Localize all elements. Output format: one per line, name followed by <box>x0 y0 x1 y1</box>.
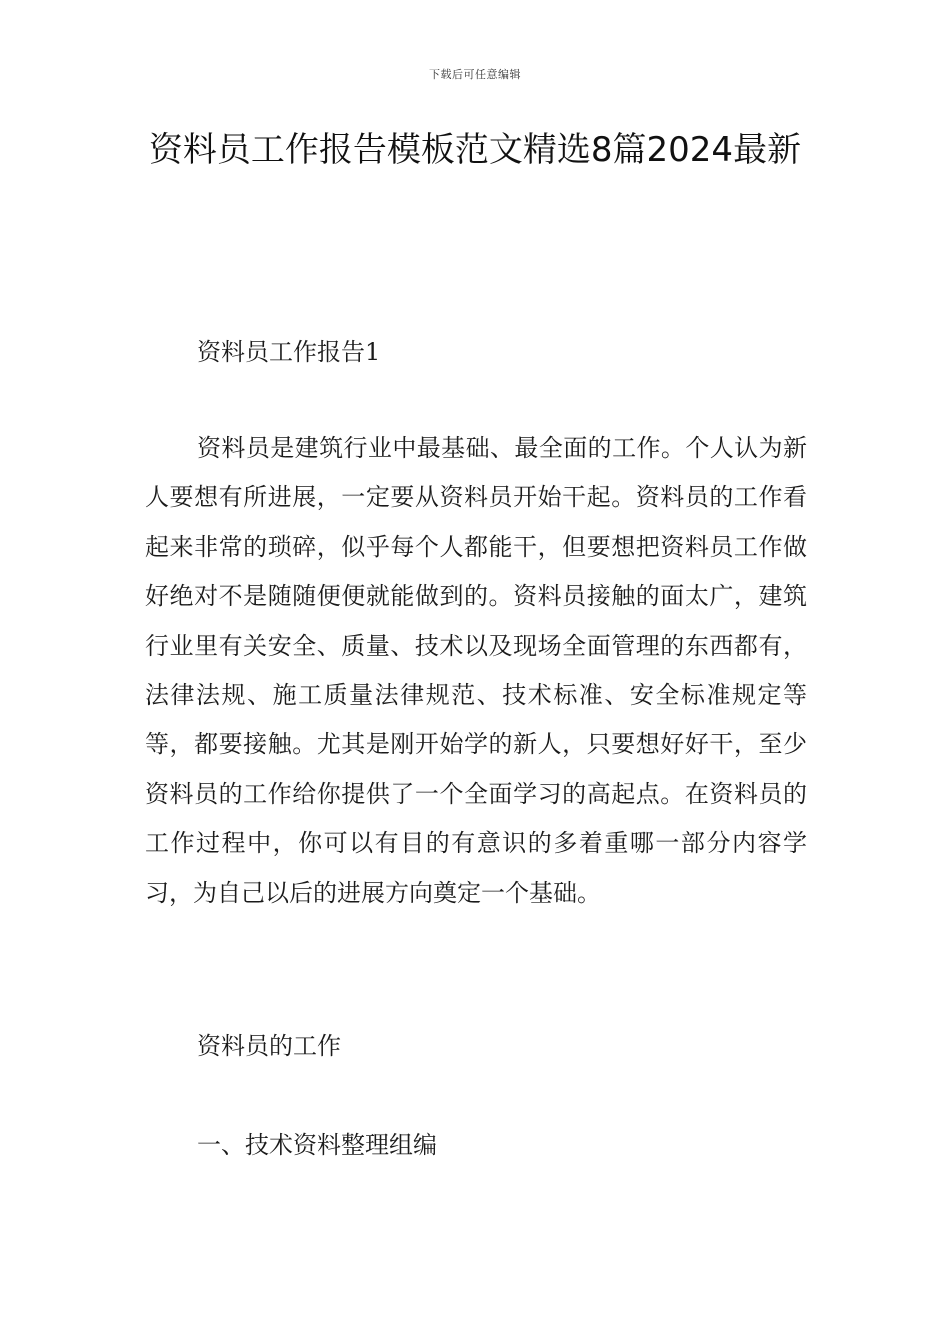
section-heading: 一、技术资料整理组编 <box>197 1131 437 1159</box>
body-paragraph: 资料员是建筑行业中最基础、最全面的工作。个人认为新人要想有所进展，一定要从资料员开始干起。资料员的工作看起来非常的琐碎，似乎每个人都能干，但要想把资料员工作做好绝对不是随随便便就能做到的。资料员接触的面太广，建筑行业里有关安全、质量、技术以及现场全面管理的东西都有，法律法规、施工质量法律规范、技术标准、安全标准规定等等，都要接触。尤其是刚开始学的新人，只要想好好干，至少资料员的工作给你提供了一个全面学习的高起点。在资料员的工作过程中，你可以有目的有意识的多着重哪一部分内容学习，为自己以后的进展方向奠定一个基础。 <box>145 434 807 907</box>
section-heading: 资料员的工作 <box>197 1032 341 1060</box>
section-heading: 资料员工作报告1 <box>197 338 381 366</box>
header-note: 下载后可任意编辑 <box>429 68 521 81</box>
document-title: 资料员工作报告模板范文精选8篇2024最新 <box>148 130 802 170</box>
